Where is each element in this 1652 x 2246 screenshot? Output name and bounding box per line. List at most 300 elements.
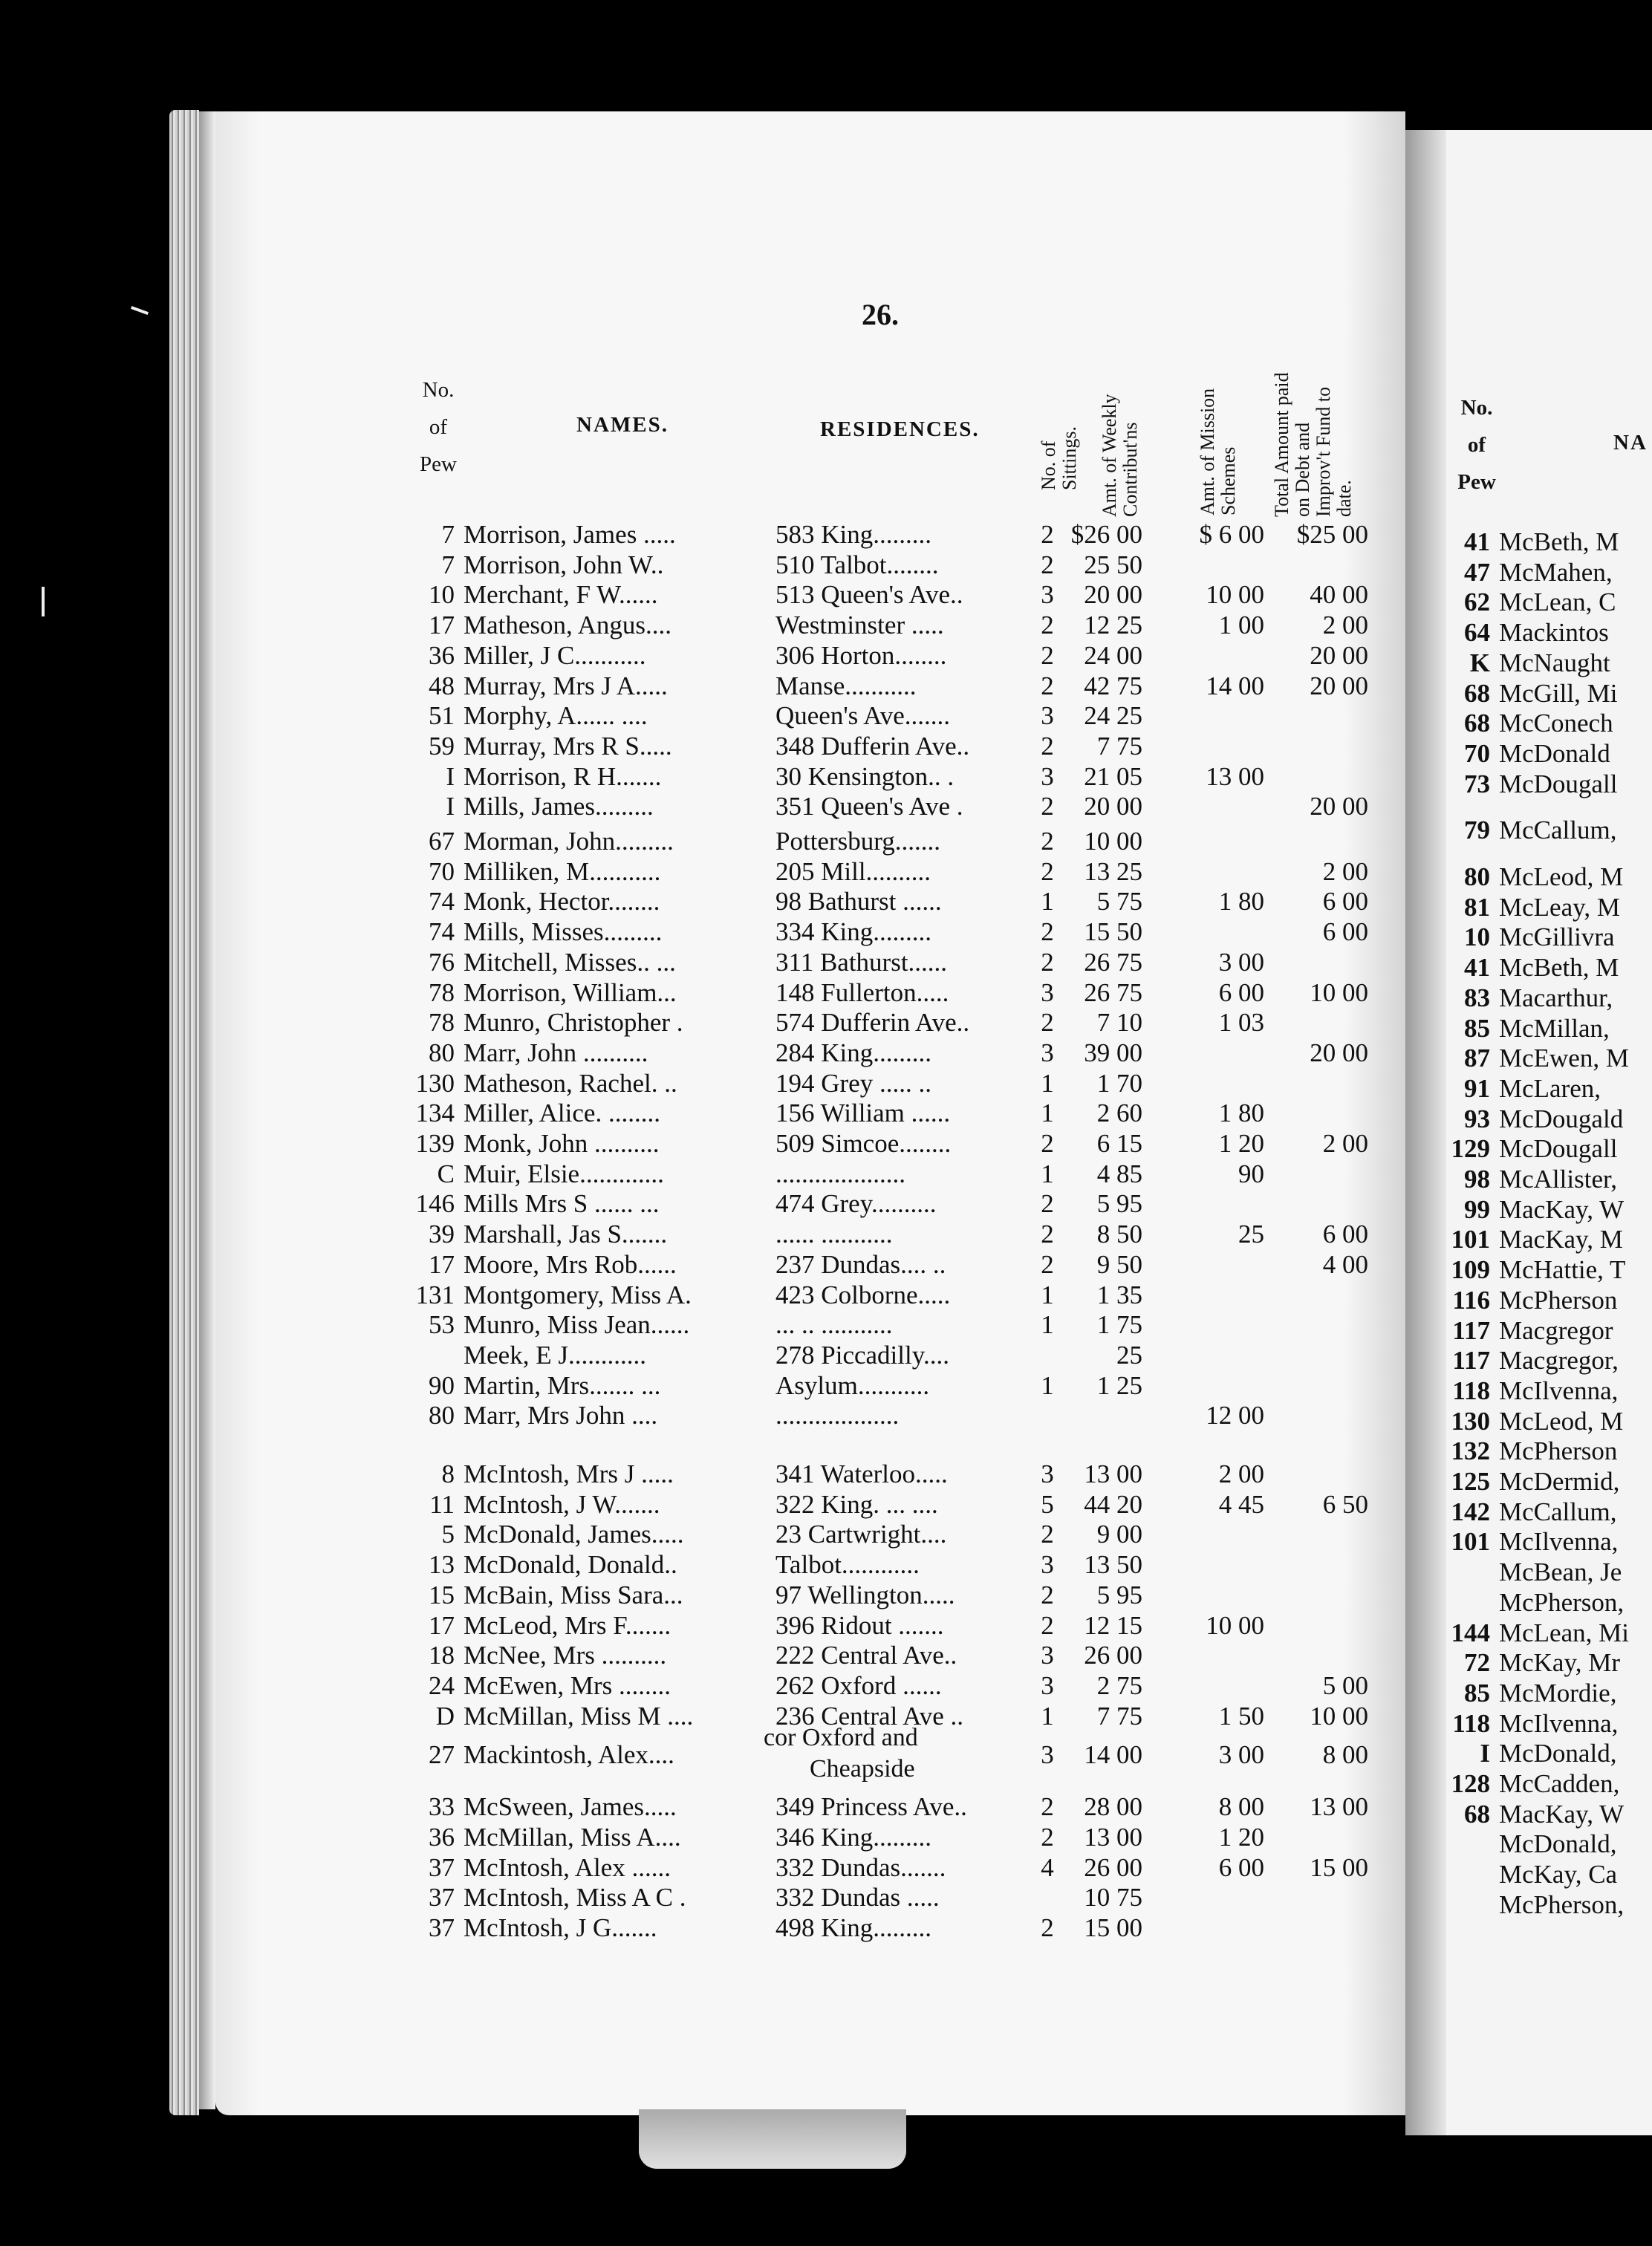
residence: 513 Queen's Ave.. xyxy=(775,580,963,610)
right-pew-number: 101 xyxy=(1451,1527,1490,1557)
right-member-name: McDermid, xyxy=(1499,1467,1620,1496)
weekly-amount: 26 75 xyxy=(1084,947,1142,977)
right-pew-number: 91 xyxy=(1464,1073,1490,1103)
pew-number: 51 xyxy=(429,701,455,731)
header-sittings: No. of Sittings. xyxy=(1038,426,1080,490)
right-pew-number: 10 xyxy=(1464,922,1490,952)
member-name: Mitchell, Misses.. ... xyxy=(464,947,676,977)
pew-number: 18 xyxy=(429,1641,455,1670)
residence: 346 King......... xyxy=(775,1823,931,1852)
member-name: Marr, John .......... xyxy=(464,1038,648,1067)
member-name: McDonald, James..... xyxy=(464,1520,684,1549)
pew-number: I xyxy=(446,792,455,821)
right-member-name: McPherson xyxy=(1499,1285,1618,1315)
sittings: 2 xyxy=(1041,1008,1054,1038)
member-name: McLeod, Mrs F....... xyxy=(464,1610,671,1640)
right-member-name: McCadden, xyxy=(1499,1769,1620,1798)
pew-number: C xyxy=(437,1159,455,1188)
sittings: 3 xyxy=(1041,701,1054,731)
sittings: 2 xyxy=(1041,1823,1054,1852)
pew-number: 17 xyxy=(429,1610,455,1640)
sittings: 3 xyxy=(1041,1550,1054,1580)
right-pew-number: 62 xyxy=(1464,587,1490,617)
residence: 423 Colborne..... xyxy=(775,1280,951,1309)
sittings: 2 xyxy=(1041,671,1054,700)
weekly-amount: 2 60 xyxy=(1096,1098,1142,1128)
member-name: Monk, John .......... xyxy=(464,1129,660,1158)
pew-number: 24 xyxy=(429,1670,455,1700)
right-member-name: McLeod, M xyxy=(1499,1406,1624,1436)
pew-number: 131 xyxy=(415,1280,455,1309)
mission-amount: 6 00 xyxy=(1218,977,1264,1007)
right-pew-number: I xyxy=(1480,1739,1490,1768)
member-name: Morrison, William... xyxy=(464,977,677,1007)
right-member-name: McGill, Mi xyxy=(1499,678,1618,708)
weekly-amount: 7 10 xyxy=(1096,1008,1142,1038)
residence: 148 Fullerton..... xyxy=(775,977,949,1007)
pew-number: 146 xyxy=(415,1189,455,1219)
member-name: Marshall, Jas S....... xyxy=(464,1220,668,1249)
pew-number: 53 xyxy=(429,1310,455,1340)
weekly-amount: 13 50 xyxy=(1084,1550,1142,1580)
pew-number: 70 xyxy=(429,856,455,886)
sittings: 2 xyxy=(1041,1580,1054,1609)
right-header-names: NA xyxy=(1613,431,1648,455)
header-pew-line2: of xyxy=(429,415,448,439)
mission-amount: 2 00 xyxy=(1218,1459,1264,1488)
member-name: Meek, E J............ xyxy=(464,1340,646,1370)
right-member-name: McCallum, xyxy=(1499,1497,1617,1526)
right-member-name: MacKay, W xyxy=(1499,1799,1625,1829)
sittings: 2 xyxy=(1041,1129,1054,1158)
weekly-amount: 8 50 xyxy=(1096,1220,1142,1249)
weekly-amount: 6 15 xyxy=(1096,1129,1142,1158)
sittings: 2 xyxy=(1041,611,1054,640)
mission-amount: 8 00 xyxy=(1218,1792,1264,1822)
weekly-amount: 4 85 xyxy=(1096,1159,1142,1188)
residence: Manse........... xyxy=(775,671,917,700)
right-member-name: Macgregor, xyxy=(1499,1346,1619,1376)
sittings: 2 xyxy=(1041,1189,1054,1219)
right-member-name: Macgregor xyxy=(1499,1315,1613,1345)
member-name: McMillan, Miss A.... xyxy=(464,1823,681,1852)
residence: 236 Central Ave .. xyxy=(775,1701,964,1731)
member-name: McIntosh, Alex ...... xyxy=(464,1852,671,1882)
weekly-amount: 13 25 xyxy=(1084,856,1142,886)
right-pew-number: 68 xyxy=(1464,678,1490,708)
pew-number: 17 xyxy=(429,1249,455,1279)
pew-number: I xyxy=(446,761,455,791)
member-name: Martin, Mrs....... ... xyxy=(464,1370,661,1400)
sittings: 2 xyxy=(1041,1220,1054,1249)
residence: 396 Ridout ....... xyxy=(775,1610,944,1640)
right-pew-number: 142 xyxy=(1451,1497,1490,1526)
sittings: 2 xyxy=(1041,520,1054,549)
right-pew-number: 101 xyxy=(1451,1225,1490,1254)
pew-number: 10 xyxy=(429,580,455,610)
pew-number: 27 xyxy=(429,1740,455,1770)
weekly-amount: 26 00 xyxy=(1084,1852,1142,1882)
pew-number: 90 xyxy=(429,1370,455,1400)
sittings: 3 xyxy=(1041,1740,1054,1770)
residence: 332 Dundas ..... xyxy=(775,1883,940,1913)
member-name: McDonald, Donald.. xyxy=(464,1550,677,1580)
right-member-name: McLaren, xyxy=(1499,1073,1601,1103)
residence: 509 Simcoe........ xyxy=(775,1129,952,1158)
pew-number: 5 xyxy=(441,1520,455,1549)
residence: Queen's Ave....... xyxy=(775,701,951,731)
sittings: 1 xyxy=(1041,1310,1054,1340)
total-amount: 20 00 xyxy=(1310,792,1368,821)
header-residences: RESIDENCES. xyxy=(820,417,980,441)
total-amount: 6 00 xyxy=(1322,887,1368,917)
total-amount: 15 00 xyxy=(1310,1852,1368,1882)
residence: Pottersburg....... xyxy=(775,827,940,856)
right-member-name: McDougall xyxy=(1499,1134,1618,1164)
right-pew-number: 118 xyxy=(1452,1708,1490,1738)
sittings: 2 xyxy=(1041,1913,1054,1943)
residence: 351 Queen's Ave . xyxy=(775,792,963,821)
residence: 237 Dundas.... .. xyxy=(775,1249,946,1279)
right-header-pew-line1: No. xyxy=(1460,396,1493,420)
sittings: 2 xyxy=(1041,856,1054,886)
right-pew-number: 98 xyxy=(1464,1165,1490,1194)
pew-number: 36 xyxy=(429,1823,455,1852)
total-amount: 6 00 xyxy=(1322,1220,1368,1249)
weekly-amount: 12 15 xyxy=(1084,1610,1142,1640)
right-member-name: MacKay, W xyxy=(1499,1194,1625,1224)
right-pew-number: K xyxy=(1469,648,1490,677)
weekly-amount: 15 00 xyxy=(1084,1913,1142,1943)
pew-number: 17 xyxy=(429,611,455,640)
weekly-amount: 1 70 xyxy=(1096,1068,1142,1098)
mission-amount: 12 00 xyxy=(1206,1401,1264,1430)
right-pew-number: 116 xyxy=(1452,1285,1490,1315)
right-member-name: McDougall xyxy=(1499,769,1618,798)
member-name: Matheson, Rachel. .. xyxy=(464,1068,677,1098)
weekly-amount: 2 75 xyxy=(1096,1670,1142,1700)
member-name: Munro, Miss Jean...... xyxy=(464,1310,690,1340)
right-member-name: Mackintos xyxy=(1499,618,1609,648)
sittings: 2 xyxy=(1041,917,1054,947)
sittings: 3 xyxy=(1041,580,1054,610)
right-pew-number: 130 xyxy=(1451,1406,1490,1436)
pew-number: 67 xyxy=(429,827,455,856)
residence: 332 Dundas....... xyxy=(775,1852,946,1882)
weekly-amount: $26 00 xyxy=(1070,520,1142,549)
weekly-amount: 42 75 xyxy=(1084,671,1142,700)
member-name: Merchant, F W...... xyxy=(464,580,658,610)
mission-amount: 1 03 xyxy=(1218,1008,1264,1038)
weekly-amount: 15 50 xyxy=(1084,917,1142,947)
right-member-name: McConech xyxy=(1499,709,1613,738)
weekly-amount: 5 75 xyxy=(1096,887,1142,917)
weekly-amount: 24 00 xyxy=(1084,640,1142,670)
member-name: Mackintosh, Alex.... xyxy=(464,1740,674,1770)
pew-number: 11 xyxy=(429,1489,455,1519)
right-member-name: McDougald xyxy=(1499,1104,1624,1133)
right-member-name: McDonald xyxy=(1499,738,1610,768)
right-pew-number: 109 xyxy=(1451,1255,1490,1285)
weekly-amount: 13 00 xyxy=(1084,1459,1142,1488)
member-name: McSween, James..... xyxy=(464,1792,677,1822)
right-member-name: Macarthur, xyxy=(1499,983,1613,1012)
right-pew-number: 118 xyxy=(1452,1376,1490,1405)
sittings: 2 xyxy=(1041,1610,1054,1640)
residence: 278 Piccadilly.... xyxy=(775,1340,949,1370)
book-page-edges xyxy=(169,110,199,2115)
right-member-name: McNaught xyxy=(1499,648,1610,677)
pew-number: 15 xyxy=(429,1580,455,1609)
mission-amount: $ 6 00 xyxy=(1199,520,1264,549)
total-amount: 10 00 xyxy=(1310,977,1368,1007)
right-pew-number: 68 xyxy=(1464,709,1490,738)
sittings: 3 xyxy=(1041,1670,1054,1700)
mission-amount: 90 xyxy=(1238,1159,1264,1188)
member-name: Monk, Hector........ xyxy=(464,887,660,917)
sittings: 3 xyxy=(1041,977,1054,1007)
mission-amount: 1 00 xyxy=(1218,611,1264,640)
mission-amount: 1 80 xyxy=(1218,1098,1264,1128)
sittings: 3 xyxy=(1041,1038,1054,1067)
member-name: Morrison, R H....... xyxy=(464,761,662,791)
page-tab-shadow xyxy=(639,2109,906,2169)
right-pew-number: 99 xyxy=(1464,1194,1490,1224)
residence: Talbot............ xyxy=(775,1550,920,1580)
weekly-amount: 24 25 xyxy=(1084,701,1142,731)
weekly-amount: 26 75 xyxy=(1084,977,1142,1007)
header-total: Total Amount paid on Debt and Improv't Fund to date. xyxy=(1271,372,1355,517)
right-pew-number: 129 xyxy=(1451,1134,1490,1164)
right-pew-number: 47 xyxy=(1464,557,1490,587)
scan-mark xyxy=(42,587,45,616)
right-pew-number: 117 xyxy=(1452,1315,1490,1345)
weekly-amount: 26 00 xyxy=(1084,1641,1142,1670)
right-member-name: McPherson, xyxy=(1499,1889,1625,1919)
sittings: 5 xyxy=(1041,1489,1054,1519)
weekly-amount: 39 00 xyxy=(1084,1038,1142,1067)
member-name: Moore, Mrs Rob...... xyxy=(464,1249,677,1279)
total-amount: $25 00 xyxy=(1296,520,1368,549)
mission-amount: 1 80 xyxy=(1218,887,1264,917)
right-pew-number: 117 xyxy=(1452,1346,1490,1376)
right-pew-number: 85 xyxy=(1464,1013,1490,1043)
total-amount: 2 00 xyxy=(1322,1129,1368,1158)
header-names: NAMES. xyxy=(576,413,669,437)
member-name: McIntosh, J W....... xyxy=(464,1489,660,1519)
sittings: 2 xyxy=(1041,1520,1054,1549)
residence: 348 Dufferin Ave.. xyxy=(775,731,970,761)
residence: 284 King......... xyxy=(775,1038,931,1067)
right-pew-number: 125 xyxy=(1451,1467,1490,1496)
residence: Asylum........... xyxy=(775,1370,930,1400)
mission-amount: 3 00 xyxy=(1218,1740,1264,1770)
weekly-amount: 9 00 xyxy=(1096,1520,1142,1549)
member-name: Muir, Elsie............. xyxy=(464,1159,664,1188)
mission-amount: 14 00 xyxy=(1206,671,1264,700)
right-member-name: McBeth, M xyxy=(1499,953,1619,983)
pew-number: D xyxy=(435,1701,455,1731)
weekly-amount: 9 50 xyxy=(1096,1249,1142,1279)
right-member-name: McLean, Mi xyxy=(1499,1618,1629,1647)
page-number: 26. xyxy=(862,298,899,331)
member-name: McBain, Miss Sara... xyxy=(464,1580,683,1609)
right-member-name: McHattie, T xyxy=(1499,1255,1626,1285)
right-member-name: McLean, C xyxy=(1499,587,1616,617)
member-name: McMillan, Miss M .... xyxy=(464,1701,694,1731)
right-member-name: McCallum, xyxy=(1499,816,1617,845)
right-pew-number: 87 xyxy=(1464,1044,1490,1073)
pew-number: 48 xyxy=(429,671,455,700)
residence: 311 Bathurst...... xyxy=(775,947,948,977)
right-pew-number: 83 xyxy=(1464,983,1490,1012)
pew-number: 74 xyxy=(429,887,455,917)
right-member-name: McBeth, M xyxy=(1499,527,1619,556)
right-pew-number: 79 xyxy=(1464,816,1490,845)
sittings: 4 xyxy=(1041,1852,1054,1882)
total-amount: 20 00 xyxy=(1310,1038,1368,1067)
mission-amount: 1 50 xyxy=(1218,1701,1264,1731)
residence: ... .. ........... xyxy=(775,1310,893,1340)
weekly-amount: 13 00 xyxy=(1084,1823,1142,1852)
right-member-name: McPherson, xyxy=(1499,1587,1625,1617)
residence: 498 King......... xyxy=(775,1913,931,1943)
right-header-pew-line2: of xyxy=(1467,433,1486,457)
sittings: 1 xyxy=(1041,1159,1054,1188)
weekly-amount: 1 75 xyxy=(1096,1310,1142,1340)
sittings: 1 xyxy=(1041,887,1054,917)
header-mission: Amt. of Mission Schemes xyxy=(1197,388,1239,515)
right-member-name: McMordie, xyxy=(1499,1678,1617,1708)
right-member-name: McKay, Ca xyxy=(1499,1860,1618,1889)
page-edge-shadow xyxy=(199,111,215,2109)
member-name: McIntosh, Mrs J ..... xyxy=(464,1459,674,1488)
sittings: 1 xyxy=(1041,1701,1054,1731)
weekly-amount: 12 25 xyxy=(1084,611,1142,640)
member-name: Mills, Misses......... xyxy=(464,917,663,947)
member-name: Miller, J C........... xyxy=(464,640,646,670)
mission-amount: 1 20 xyxy=(1218,1823,1264,1852)
right-pew-number: 85 xyxy=(1464,1678,1490,1708)
weekly-amount: 5 95 xyxy=(1096,1580,1142,1609)
right-member-name: McAllister, xyxy=(1499,1165,1617,1194)
mission-amount: 1 20 xyxy=(1218,1129,1264,1158)
member-name: Morman, John......... xyxy=(464,827,674,856)
pew-number: 130 xyxy=(415,1068,455,1098)
pew-number: 37 xyxy=(429,1913,455,1943)
sittings: 3 xyxy=(1041,1641,1054,1670)
right-pew-number: 73 xyxy=(1464,769,1490,798)
total-amount: 2 00 xyxy=(1322,611,1368,640)
right-pew-number: 93 xyxy=(1464,1104,1490,1133)
weekly-amount: 7 75 xyxy=(1096,731,1142,761)
total-amount: 20 00 xyxy=(1310,671,1368,700)
member-name: Miller, Alice. ........ xyxy=(464,1098,660,1128)
weekly-amount: 7 75 xyxy=(1096,1701,1142,1731)
total-amount: 6 00 xyxy=(1322,917,1368,947)
member-name: Matheson, Angus.... xyxy=(464,611,671,640)
residence: ................... xyxy=(775,1401,900,1430)
pew-number: 139 xyxy=(415,1129,455,1158)
total-amount: 40 00 xyxy=(1310,580,1368,610)
residence: 262 Oxford ...... xyxy=(775,1670,942,1700)
residence: 98 Bathurst ...... xyxy=(775,887,942,917)
total-amount: 10 00 xyxy=(1310,1701,1368,1731)
weekly-amount: 25 xyxy=(1116,1340,1142,1370)
scan-mark xyxy=(131,306,149,315)
right-member-name: McDonald, xyxy=(1499,1739,1617,1768)
right-member-name: McLeay, M xyxy=(1499,892,1620,922)
mission-amount: 10 00 xyxy=(1206,1610,1264,1640)
right-pew-number: 81 xyxy=(1464,892,1490,922)
weekly-amount: 1 35 xyxy=(1096,1280,1142,1309)
right-member-name: McPherson xyxy=(1499,1436,1618,1466)
residence: Westminster ..... xyxy=(775,611,944,640)
right-member-name: McMahen, xyxy=(1499,557,1613,587)
total-amount: 5 00 xyxy=(1322,1670,1368,1700)
residence: 156 William ...... xyxy=(775,1098,951,1128)
total-amount: 6 50 xyxy=(1322,1489,1368,1519)
member-name: McEwen, Mrs ........ xyxy=(464,1670,671,1700)
sittings: 2 xyxy=(1041,827,1054,856)
residence: 23 Cartwright.... xyxy=(775,1520,947,1549)
weekly-amount: 10 00 xyxy=(1084,827,1142,856)
member-name: Montgomery, Miss A. xyxy=(464,1280,692,1309)
pew-number: 7 xyxy=(441,520,455,549)
sittings: 1 xyxy=(1041,1068,1054,1098)
pew-number: 13 xyxy=(429,1550,455,1580)
right-pew-number: 80 xyxy=(1464,862,1490,891)
pew-number: 59 xyxy=(429,731,455,761)
right-member-name: McBean, Je xyxy=(1499,1557,1622,1587)
pew-number: 7 xyxy=(441,550,455,579)
right-member-name: MacKay, M xyxy=(1499,1225,1623,1254)
residence: .................... xyxy=(775,1159,905,1188)
total-amount: 20 00 xyxy=(1310,640,1368,670)
weekly-amount: 21 05 xyxy=(1084,761,1142,791)
right-pew-number: 132 xyxy=(1451,1436,1490,1466)
residence: 510 Talbot........ xyxy=(775,550,939,579)
weekly-amount: 28 00 xyxy=(1084,1792,1142,1822)
mission-amount: 13 00 xyxy=(1206,761,1264,791)
residence: 349 Princess Ave.. xyxy=(775,1792,967,1822)
pew-number: 37 xyxy=(429,1883,455,1913)
pew-number: 78 xyxy=(429,1008,455,1038)
header-weekly: Amt. of Weekly Contribut'ns xyxy=(1099,394,1141,517)
member-name: Murray, Mrs R S..... xyxy=(464,731,672,761)
mission-amount: 6 00 xyxy=(1218,1852,1264,1882)
member-name: Morrison, John W.. xyxy=(464,550,664,579)
member-name: Milliken, M........... xyxy=(464,856,661,886)
weekly-amount: 44 20 xyxy=(1084,1489,1142,1519)
right-header-pew-line3: Pew xyxy=(1457,470,1496,494)
sittings: 2 xyxy=(1041,1792,1054,1822)
weekly-amount: 1 25 xyxy=(1096,1370,1142,1400)
right-header-pew xyxy=(1454,389,1499,501)
residence-line2: Cheapside xyxy=(810,1755,915,1783)
header-pew-line3: Pew xyxy=(420,452,457,476)
member-name: McNee, Mrs .......... xyxy=(464,1641,667,1670)
weekly-amount: 10 75 xyxy=(1084,1883,1142,1913)
member-name: McIntosh, Miss A C . xyxy=(464,1883,686,1913)
member-name: McIntosh, J G....... xyxy=(464,1913,657,1943)
sittings: 2 xyxy=(1041,640,1054,670)
right-member-name: McKay, Mr xyxy=(1499,1648,1620,1678)
weekly-amount: 25 50 xyxy=(1084,550,1142,579)
right-member-name: McIlvenna, xyxy=(1499,1708,1619,1738)
right-pew-number: 70 xyxy=(1464,738,1490,768)
member-name: Munro, Christopher . xyxy=(464,1008,683,1038)
